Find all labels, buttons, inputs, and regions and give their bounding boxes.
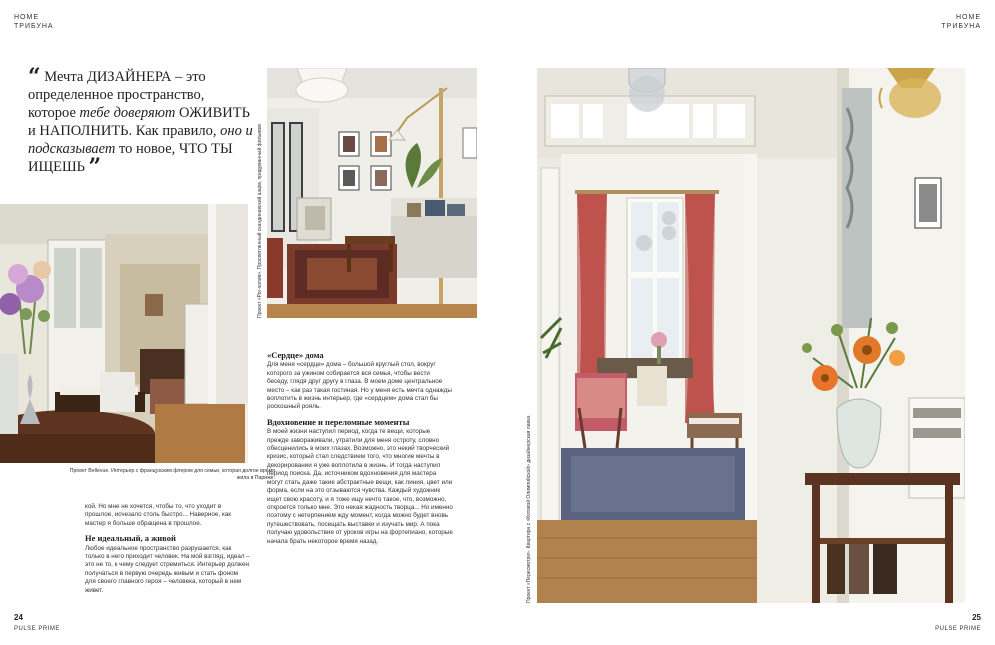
left-column-body: Любое идеальное пространство разрушается, как только в него приходит человек. На мой взгляд, идеал – это не то, к чему следует стремиться. Интерьер должен получаться в первую очередь живым и стать фоном для своего главного героя – человека, который в нем живет. <box>85 544 250 594</box>
doorway-photo-caption: Проект «Пересмотри». Квартира с «Котовой Олимпийской» дизайнерская лавка. <box>526 414 532 603</box>
page-number-right: 25 <box>972 613 981 622</box>
quote-text: ДИЗАЙНЕРА <box>86 69 172 85</box>
quote-text: то новое, <box>115 141 179 157</box>
left-column-heading: Не идеальный, а живой <box>85 533 176 544</box>
pull-quote <box>28 64 253 180</box>
close-quote-mark: ” <box>88 154 102 180</box>
section-header-left <box>14 13 54 31</box>
quote-text: ЧТО ТЫ ИЩЕШЬ <box>28 141 233 175</box>
living-room-photo <box>267 68 477 318</box>
quote-text-italic: тебе доверяют <box>79 105 176 121</box>
dining-room-photo <box>0 204 248 463</box>
page-number-left: 24 <box>14 613 23 622</box>
dining-photo-caption: Проект Bellevue. Интерьер с французским флером для семьи, которая долгое время жила в Париже. <box>69 468 275 481</box>
quote-text-italic: оно и подсказывает <box>28 123 253 157</box>
section-home-label: HOME <box>956 14 981 21</box>
brand-label-left: PULSE PRIME <box>14 626 60 632</box>
inspiration-body: В моей жизни наступил период, когда те вещи, которые прежде завораживали, утратили для меня остроту, словно обесценились в моих глазах. Возможно, это некий творческий кризис, который стал следствием того, что многие мечты в декорировании я уже воплотила в жизнь. И тогда наступил период поиска. Да, источником вдохновения для мастера могут стать даже такие абстрактные вещи, как линия, цвет или форма, если на это отзываются чувства. Каждый художник ищет свою красоту, и я тоже ищу нечто такое, что, возможно, откроется только мне. Это некая жадность творца... Но именно поэтому с нетерпением жду момент, когда можно будет вновь путешествовать, посещать выставки и изучать мир. А пока получаю удовольствие от уроков игры на фортепиано, которые начала брать некоторое время назад. <box>267 428 453 545</box>
section-home-label: HOME <box>14 14 39 21</box>
quote-text: Мечта <box>44 69 87 85</box>
left-column-intro: кой. Но мне не хочется, чтобы то, что уходит в прошлое, исчезало столь быстро... Наверное, как мастер я больше обращена в прошлое. <box>85 503 231 527</box>
middle-text-column <box>267 351 453 546</box>
quote-text: – это определенное пространство, которое <box>28 69 206 121</box>
section-tribune-label: ТРИБУНА <box>941 23 981 30</box>
inspiration-heading: Вдохновение и переломные моменты <box>267 416 410 427</box>
heart-of-home-body: Для меня «сердце» дома – большой круглый стол, вокруг которого за ужином собирается вся семья, чтобы вести беседу, глядя друг другу в глаза. В моем доме центральное место – как раз такая гостиная. Но у меня есть мечта однажды воплотить в жизнь интерьер, где «сердцем» дома стал бы роскошный рояль. <box>267 361 452 411</box>
doorway-photo <box>537 68 965 603</box>
open-quote-mark: “ <box>28 64 41 90</box>
quote-text: ОЖИВИТЬ и НАПОЛНИТЬ. Как правило, <box>28 105 250 139</box>
section-tribune-label: ТРИБУНА <box>14 23 54 30</box>
brand-label-right: PULSE PRIME <box>935 626 981 632</box>
living-photo-caption: Проект «Рог-копия». Просветленный скандинавский шарм, придуманный фильмом. <box>257 122 263 318</box>
section-header-right <box>941 13 981 31</box>
left-text-column <box>85 503 250 595</box>
heart-of-home-heading: «Сердце» дома <box>267 350 324 360</box>
